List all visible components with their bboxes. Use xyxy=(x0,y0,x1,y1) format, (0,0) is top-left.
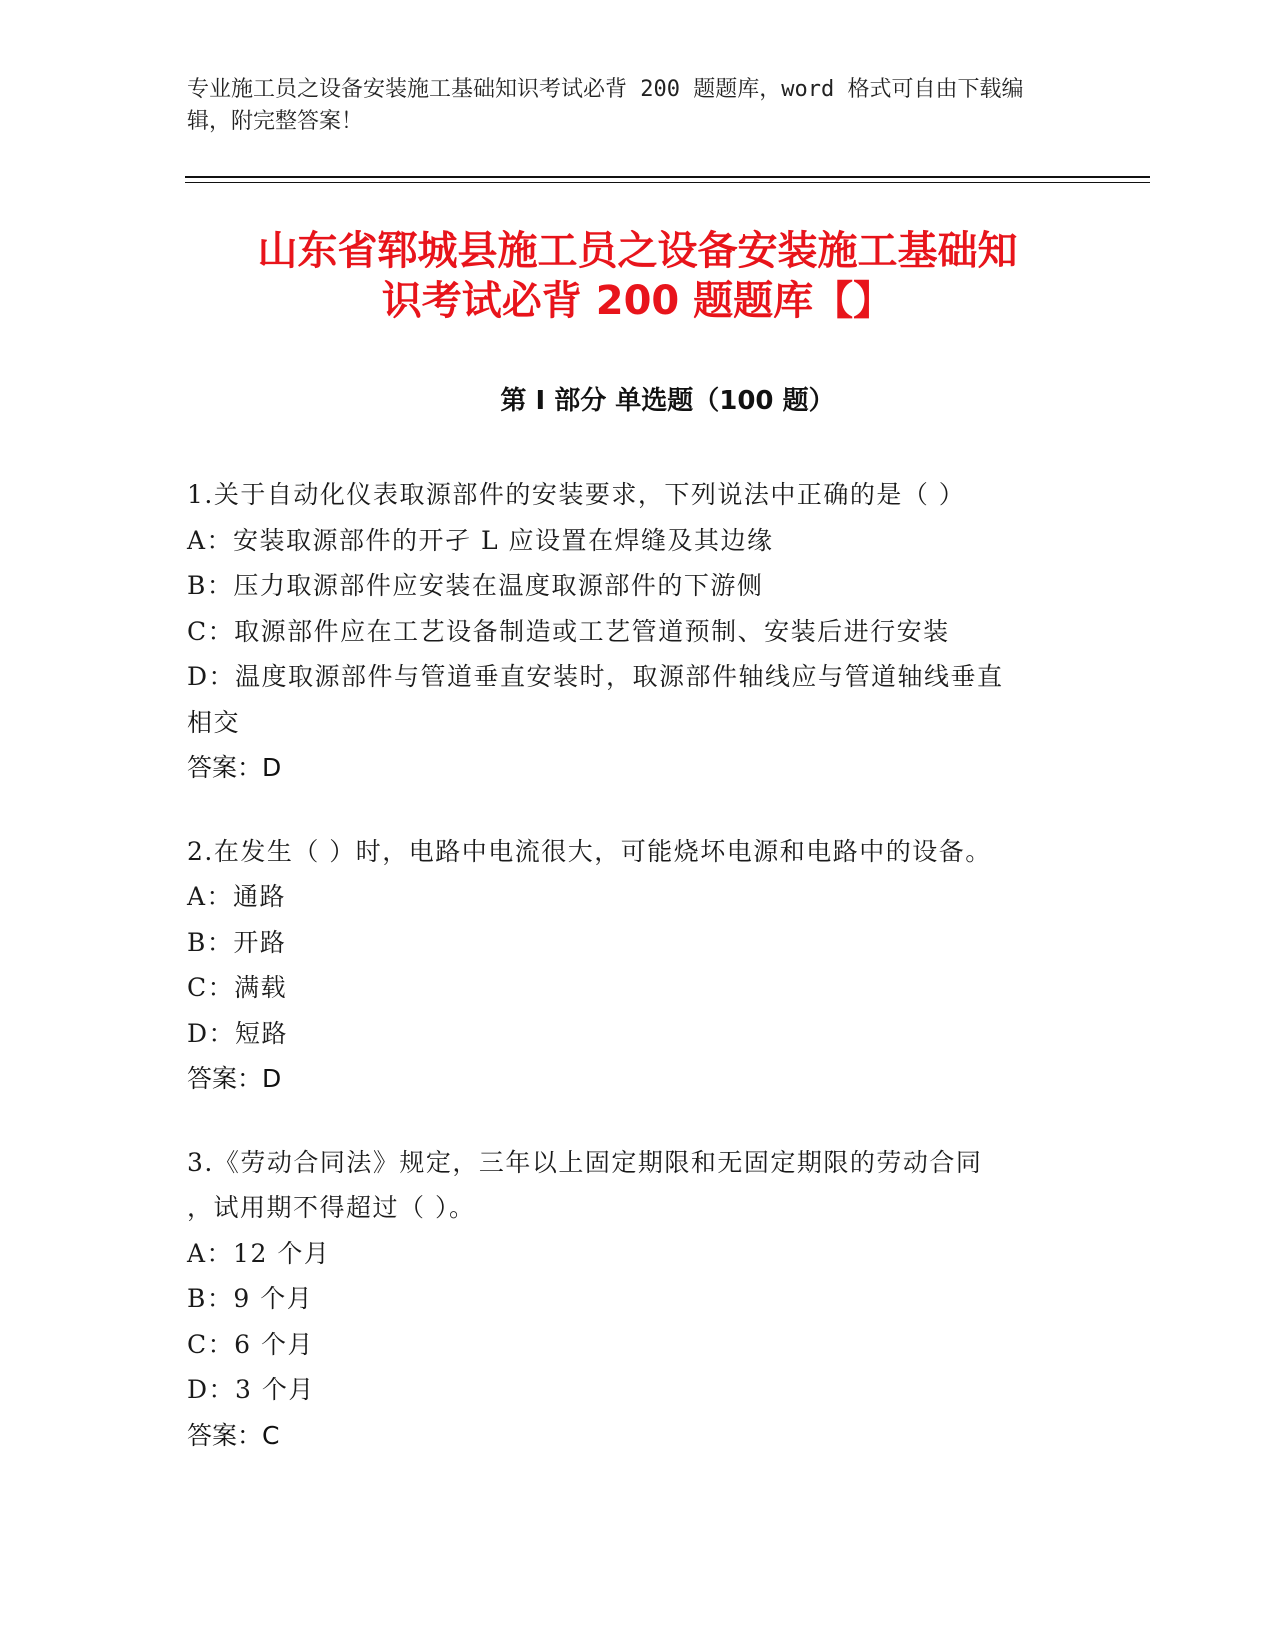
header-divider-thick xyxy=(185,176,1150,178)
option-c: C：6 个月 xyxy=(187,1329,314,1359)
option-a: A：安装取源部件的开孑 L 应设置在焊缝及其边缘 xyxy=(187,525,774,555)
question-stem: 3.《劳动合同法》规定，三年以上固定期限和无固定期限的劳动合同 xyxy=(187,1147,983,1177)
question-2 xyxy=(187,829,1087,1102)
answer: 答案：D xyxy=(187,1064,282,1093)
option-d: D：温度取源部件与管道垂直安装时，取源部件轴线应与管道轴线垂直 xyxy=(187,662,1004,691)
question-3 xyxy=(187,1140,1087,1459)
document-title xyxy=(150,226,1125,326)
option-c: C：满载 xyxy=(187,973,288,1002)
option-a: A：12 个月 xyxy=(187,1238,331,1268)
question-stem-continued: ，试用期不得超过（ ）。 xyxy=(187,1193,476,1222)
option-b: B：压力取源部件应安装在温度取源部件的下游侧 xyxy=(187,571,764,600)
question-stem: 1.关于自动化仪表取源部件的安装要求，下列说法中正确的是（ ） xyxy=(187,480,966,509)
option-b: B：9 个月 xyxy=(187,1284,314,1313)
answer: 答案：C xyxy=(187,1420,280,1450)
header-divider-thin xyxy=(185,182,1150,183)
document-title-line-2: 识考试必背 200 题题库【】 xyxy=(381,278,894,324)
question-list xyxy=(187,472,1087,1496)
option-d: D：短路 xyxy=(187,1018,289,1048)
question-1 xyxy=(187,472,1087,791)
option-a: A：通路 xyxy=(187,882,287,911)
section-title: 第 I 部分 单选题（100 题） xyxy=(500,386,835,416)
option-b: B：开路 xyxy=(187,927,287,957)
option-d: D：3 个月 xyxy=(187,1375,315,1404)
answer: 答案：D xyxy=(187,753,282,782)
header-note: 专业施工员之设备安装施工基础知识考试必背 200 题题库，word 格式可自由下载编辑，附完整答案！ xyxy=(187,77,1024,134)
option-c: C：取源部件应在工艺设备制造或工艺管道预制、安装后进行安装 xyxy=(187,616,950,646)
question-stem: 2.在发生（ ）时，电路中电流很大，可能烧坏电源和电路中的设备。 xyxy=(187,836,992,866)
document-title-line-1: 山东省郓城县施工员之设备安装施工基础知 xyxy=(257,228,1018,274)
option-d-continued: 相交 xyxy=(187,707,241,737)
